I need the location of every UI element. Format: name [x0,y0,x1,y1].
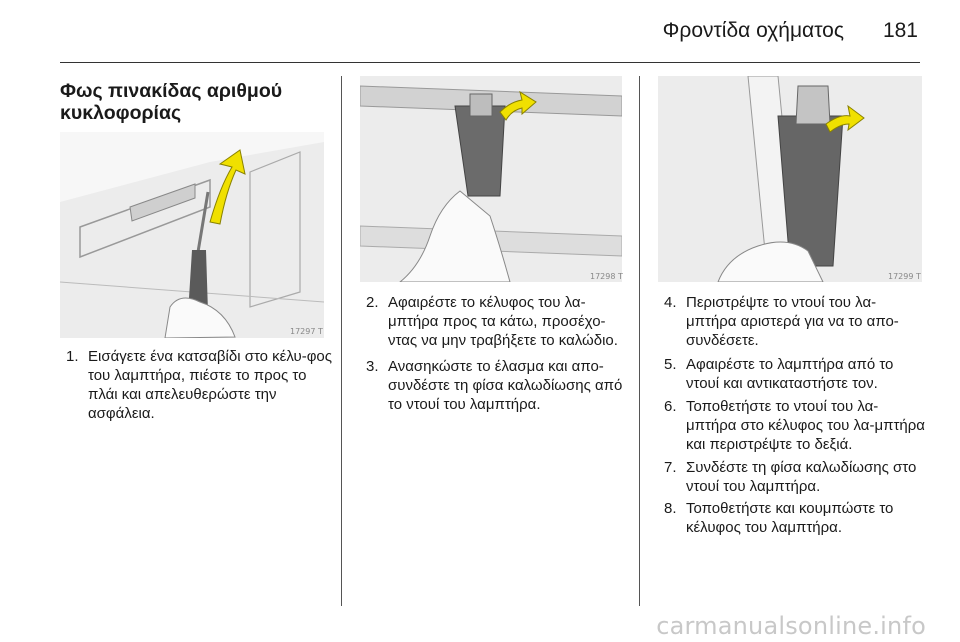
list-item: 6. Τοποθετήστε το ντουί του λα-μπτήρα στο κέλυφος του λα-μπτήρα και περιστρέψτε το δεξιά. [664,398,925,453]
page-header [60,0,920,63]
list-item: 8. Τοποθετήστε και κουμπώστε το κέλυφος του λαμπτήρα. [664,500,894,536]
figure-number: 17298 T [590,272,623,281]
figure-number: 17297 T [290,327,323,336]
illustration-screwdriver [60,132,324,338]
list-item: 1. Εισάγετε ένα κατσαβίδι στο κέλυ-φος του λαμπτήρα, πιέστε το προς το πλάι και απελευθερώστε την ασφάλεια. [66,348,333,422]
column-divider [639,76,640,606]
list-item: 2. Αφαιρέστε το κέλυφος του λα-μπτήρα προς τα κάτω, προσέχο-ντας να μην τραβήξετε το καλώδιο. [366,294,618,349]
illustration-bulb-holder [658,76,922,282]
figure-number: 17299 T [888,272,921,281]
list-item: 5. Αφαιρέστε το λαμπτήρα από το ντουί και αντικαταστήστε τον. [664,356,894,392]
list-item: 3. Ανασηκώστε το έλασμα και απο-συνδέστε τη φίσα καλωδίωσης από το ντουί του λαμπτήρα. [366,358,623,413]
section-title: Φως πινακίδας αριθμού κυκλοφορίας [60,80,283,124]
illustration-lamp-housing [360,76,622,282]
header-title: Φροντίδα οχήματος [662,19,844,42]
list-item: 4. Περιστρέψτε το ντουί του λα-μπτήρα αριστερά για να το απο-συνδέσετε. [664,294,899,349]
page-number: 181 [882,19,918,42]
column-divider [341,76,342,606]
list-item: 7. Συνδέστε τη φίσα καλωδίωσης στο ντουί του λαμπτήρα. [664,459,917,495]
watermark: carmanualsonline.info [656,612,926,640]
